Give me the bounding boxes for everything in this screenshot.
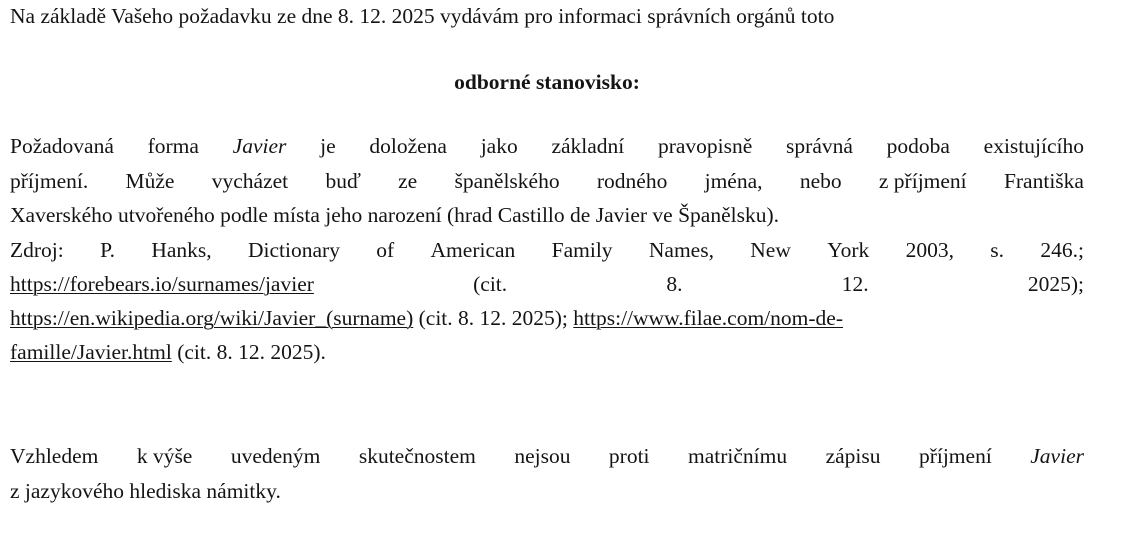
word: s. <box>990 238 1005 262</box>
word: Names, <box>648 238 714 262</box>
word: vycházet <box>211 169 289 193</box>
word: správná <box>786 134 853 158</box>
source-line-3 <box>10 308 1084 330</box>
word: York <box>827 238 870 262</box>
word: Požadovaná <box>10 134 114 158</box>
word: New <box>750 238 791 262</box>
paragraph-1-line-2 <box>10 171 1084 193</box>
word: Františka <box>1003 169 1084 193</box>
conclusion-line-1 <box>10 446 1084 468</box>
source-line-2 <box>10 274 1084 296</box>
link-filae-part-1[interactable]: https://www.filae.com/nom-de- <box>573 306 843 330</box>
conclusion-line-2: z jazykového hlediska námitky. <box>10 479 281 503</box>
word: (cit. <box>473 272 508 296</box>
word: k výše <box>136 444 193 468</box>
paragraph-1-line-3: Xaverského utvořeného podle místa jeho narození (hrad Castillo de Javier ve Španělsku). <box>10 203 779 227</box>
word: Vzhledem <box>10 444 99 468</box>
word: Zdroj: <box>10 238 64 262</box>
word: nejsou <box>514 444 571 468</box>
word: P. <box>100 238 116 262</box>
word: matričnímu <box>687 444 788 468</box>
word: podoba <box>886 134 950 158</box>
word: příjmení <box>918 444 992 468</box>
word: ze <box>398 169 418 193</box>
word: základní <box>551 134 625 158</box>
word: Family <box>551 238 613 262</box>
word: uvedeným <box>230 444 321 468</box>
word: nebo <box>799 169 842 193</box>
word: skutečnostem <box>358 444 476 468</box>
word: existujícího <box>983 134 1084 158</box>
paragraph-1-line-1 <box>10 136 1084 158</box>
word: španělského <box>454 169 560 193</box>
source-line-3-content <box>10 308 843 330</box>
word: buď <box>325 169 361 193</box>
word: Může <box>125 169 175 193</box>
surname-javier: Javier <box>232 134 287 158</box>
word: 2025); <box>1027 272 1084 296</box>
word: 2003, <box>905 238 954 262</box>
link-wikipedia[interactable]: https://en.wikipedia.org/wiki/Javier_(surname) <box>10 306 414 330</box>
word: jako <box>480 134 518 158</box>
word: pravopisně <box>657 134 753 158</box>
word: z příjmení <box>878 169 967 193</box>
source-line-4 <box>10 342 1084 364</box>
citation-text: (cit. 8. 12. 2025). <box>171 340 326 364</box>
word: doložena <box>369 134 447 158</box>
word: 12. <box>841 272 869 296</box>
word: Hanks, <box>151 238 212 262</box>
word: of <box>376 238 395 262</box>
word: American <box>430 238 516 262</box>
word: forma <box>147 134 199 158</box>
word: 246.; <box>1040 238 1084 262</box>
source-line-1 <box>10 240 1084 262</box>
word: je <box>320 134 336 158</box>
link-forebears[interactable]: https://forebears.io/surnames/javier <box>10 272 314 296</box>
heading: odborné stanovisko: <box>454 70 640 94</box>
surname-javier: Javier <box>1030 444 1084 468</box>
word: 8. <box>666 272 683 296</box>
link-filae-part-2[interactable]: famille/Javier.html <box>10 340 172 364</box>
intro-line: Na základě Vašeho požadavku ze dne 8. 12. 2025 vydávám pro informaci správních orgánů toto <box>10 4 835 28</box>
word: zápisu <box>825 444 881 468</box>
word: proti <box>608 444 650 468</box>
citation-text: (cit. 8. 12. 2025); <box>413 306 574 330</box>
word: příjmení. <box>10 169 89 193</box>
word: rodného <box>596 169 668 193</box>
word: Dictionary <box>248 238 340 262</box>
word: jména, <box>704 169 763 193</box>
